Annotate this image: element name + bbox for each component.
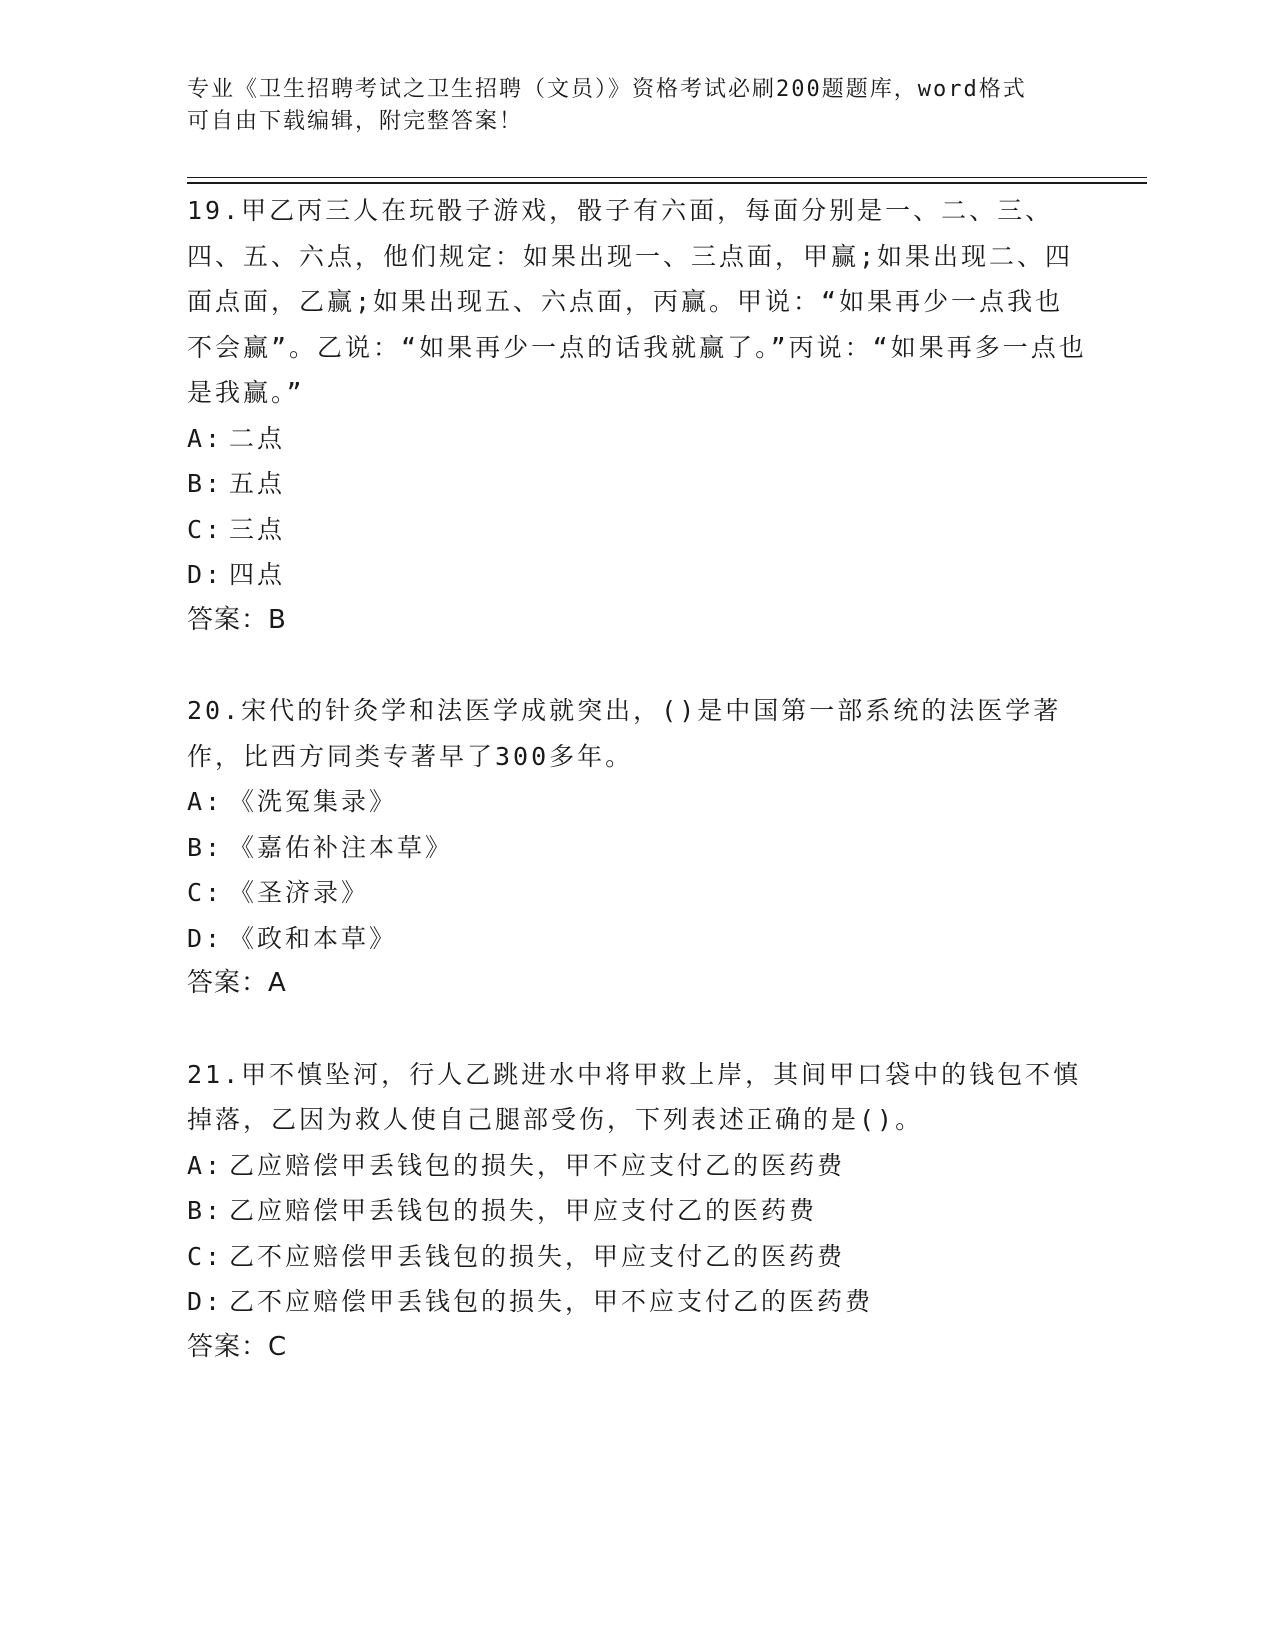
option-key: B: — [187, 469, 224, 498]
question-text: 21.甲不慎坠河，行人乙跳进水中将甲救上岸，其间甲口袋中的钱包不慎掉落，乙因为救人使自己腿部受伤，下列表述正确的是()。 — [187, 1059, 1082, 1134]
answer-line: 答案：C — [187, 1331, 288, 1362]
option-key: A: — [187, 423, 224, 453]
option-key: D: — [187, 560, 224, 589]
option-b — [187, 461, 1087, 507]
option-c — [187, 870, 1087, 916]
header-line-1: 专业《卫生招聘考试之卫生招聘（文员）》资格考试必刷200题题库，word格式 — [187, 77, 1027, 102]
question-spacer — [187, 1007, 1087, 1052]
question-text: 19.甲乙丙三人在玩骰子游戏，骰子有六面，每面分别是一、二、三、四、五、六点，他们规定：如果出现一、三点面，甲赢;如果出现二、四面点面，乙赢;如果出现五、六点面，丙赢。甲说：“如果再少一点我也不会赢”。乙说：“如果再少一点的话我就赢了。”丙说：“如果再多一点也是我赢。” — [187, 196, 1087, 407]
document-header — [187, 74, 1067, 138]
option-text: 三点 — [229, 514, 286, 544]
option-key: C: — [187, 1241, 224, 1271]
option-d — [187, 916, 1087, 962]
option-text: 乙不应赔偿甲丢钱包的损失，甲应支付乙的医药费 — [229, 1241, 846, 1271]
option-key: D: — [187, 923, 224, 953]
option-text: 五点 — [229, 469, 286, 498]
option-key: D: — [187, 1287, 224, 1316]
option-text: 《洗冤集录》 — [229, 787, 398, 816]
header-divider-thin — [187, 177, 1147, 178]
question-19 — [187, 188, 1087, 643]
question-text: 20.宋代的针灸学和法医学成就突出，()是中国第一部系统的法医学著作，比西方同类专著早了300多年。 — [187, 696, 1062, 771]
option-c — [187, 507, 1087, 553]
option-b — [187, 1188, 1087, 1234]
option-key: A: — [187, 1150, 224, 1180]
option-text: 《圣济录》 — [229, 878, 370, 907]
option-text: 乙应赔偿甲丢钱包的损失，甲不应支付乙的医药费 — [229, 1150, 846, 1180]
option-text: 乙应赔偿甲丢钱包的损失，甲应支付乙的医药费 — [229, 1196, 818, 1225]
option-text: 《政和本草》 — [229, 923, 398, 953]
option-c — [187, 1234, 1087, 1280]
option-key: A: — [187, 787, 224, 816]
header-line-2: 可自由下载编辑，附完整答案！ — [187, 109, 524, 134]
option-key: B: — [187, 832, 224, 862]
option-a — [187, 1143, 1087, 1189]
option-a — [187, 416, 1087, 462]
option-text: 乙不应赔偿甲丢钱包的损失，甲不应支付乙的医药费 — [229, 1287, 874, 1316]
question-20 — [187, 688, 1087, 1007]
option-text: 二点 — [229, 423, 286, 453]
question-list — [187, 188, 1087, 1370]
option-d — [187, 552, 1087, 598]
option-text: 《嘉佑补注本草》 — [229, 832, 454, 862]
option-a — [187, 779, 1087, 825]
question-21 — [187, 1052, 1087, 1371]
answer-line: 答案：A — [187, 968, 287, 998]
option-d — [187, 1279, 1087, 1325]
answer-line: 答案：B — [187, 604, 287, 635]
option-text: 四点 — [229, 560, 286, 589]
question-spacer — [187, 643, 1087, 688]
option-key: C: — [187, 514, 224, 544]
option-b — [187, 825, 1087, 871]
header-divider-thick — [187, 182, 1147, 184]
option-key: B: — [187, 1196, 224, 1225]
option-key: C: — [187, 878, 224, 907]
